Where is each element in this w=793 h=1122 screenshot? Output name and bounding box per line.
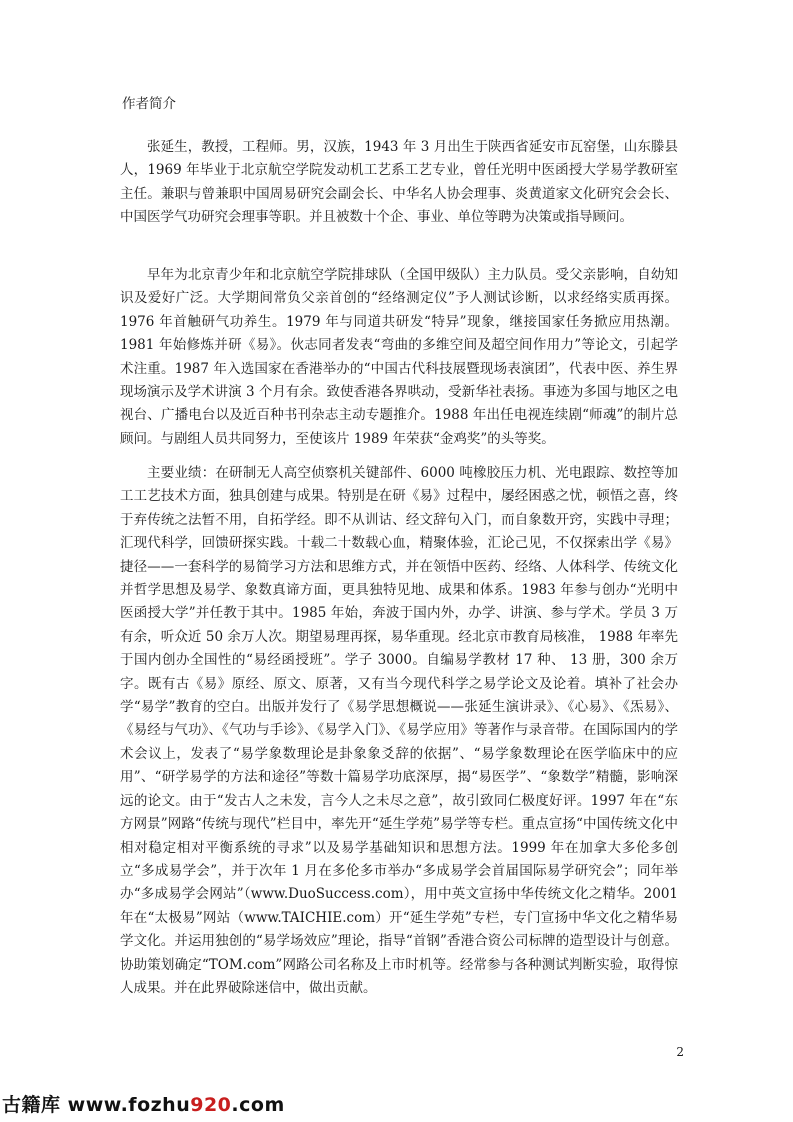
footer-watermark: [2, 1090, 285, 1117]
footer-url-suffix: .com: [231, 1094, 285, 1116]
footer-url-number: 920: [190, 1094, 232, 1116]
paragraph-biography: 张延生，教授，工程师。男，汉族，1943 年 3 月出生于陕西省延安市瓦窑堡，山东滕县人，1969 年毕业于北京航空学院发动机工艺系工艺专业，曾任光明中医函授大学易学教研室主任。兼职与曾兼职中国周易研究会副会长、中华名人协会理事、炎黄道家文化研究会会长、中国医学气功研究会理事等职。并且被数十个企、事业、单位等聘为决策或指导顾问。: [120, 139, 678, 226]
document-heading: 作者简介: [122, 96, 176, 112]
page-number: 2: [676, 1045, 684, 1059]
footer-url-prefix: www.fozhu: [67, 1094, 191, 1116]
footer-site-name: 古籍库: [2, 1094, 61, 1116]
paragraph-early-years: 早年为北京青少年和北京航空学院排球队（全国甲级队）主力队员。受父亲影响，自幼知识及爱好广泛。大学期间常负父亲首创的“经络测定仪”予人测试诊断，以求经络实质再探。1976 年首触研气功养生。1979 年与同道共研发“特异”现象，继接国家任务掀应用热潮。1981 年始修炼并研《易》。伙志同者发表“弯曲的多维空间及超空间作用力”等论文，引起学术注重。1987 年入选国家在香港举办的“中国古代科技展暨现场表演团”，代表中医、养生界现场演示及学术讲演 3 个月有余。致使香港各界哄动，受新华社表扬。事迹为多国与地区之电视台、广播电台以及近百种书刊杂志主动专题推介。1988 年出任电视连续剧“师魂”的制片总顾问。与剧组人员共同努力，至使该片 1989 年荣获“金鸡奖”的头等奖。: [120, 267, 678, 447]
paragraph-achievements: 主要业绩：在研制无人高空侦察机关键部件、6000 吨橡胶压力机、光电跟踪、数控等加工工艺技术方面，独具创建与成果。特别是在研《易》过程中，屡经困惑之忧，顿悟之喜，终于弃传统之法暂不用，自拓学经。即不从训诂、经文辞句入门，而自象数开窍，实践中寻理；汇现代科学，回馈研探实践。十载二十数载心血，精聚体验，汇论己见，不仅探索出学《易》捷径——一套科学的易简学习方法和思维方式，并在领悟中医药、经络、人体科学、传统文化并哲学思想及易学、象数真谛方面，更具独特见地、成果和体系。1983 年参与创办“光明中医函授大学”并任教于其中。1985 年始，奔波于国内外，办学、讲演、参与学术。学员 3 万有余，听众近 50 余万人次。期望易理再探，易华重现。经北京市教育局核准， 1988 年率先于国内创办全国性的“易经函授班”。学子 3000。自编易学教材 17 种、 13 册，300 余万字。既有古《易》原经、原文、原著，又有当今现代科学之易学论文及论着。填补了社会办学“易学”教育的空白。出版并发行了《易学思想概说——张延生演讲录》、《心易》、《炁易》、《易经与气功》、《气功与手诊》、《易学入门》、《易学应用》等著作与录音带。在国际国内的学术会议上，发表了“易学象数理论是卦象象爻辞的依据”、“易学象数理论在医学临床中的应用”、“研学易学的方法和途径”等数十篇易学功底深厚，揭“易医学”、“象数学”精髓，影响深远的论文。由于“发古人之未发，言今人之未尽之意”，故引致同仁极度好评。1997 年在“东方网景”网路“传统与现代”栏目中，率先开“延生学苑”易学等专栏。重点宣扬“中国传统文化中相对稳定相对平衡系统的寻求”以及易学基础知识和思想方法。1999 年在加拿大多伦多创立“多成易学会”，并于次年 1 月在多伦多市举办“多成易学会首届国际易学研究会”；同年举办“多成易学会网站”（www.DuoSuccess.com），用中英文宣扬中华传统文化之精华。2001 年在“太极易”网站（www.TAICHIE.com）开“延生学苑”专栏，专门宣扬中华文化之精华易学文化。并运用独创的“易学场效应”理论，指导“首钢”香港合资公司标牌的造型设计与创意。协助策划确定“TOM.com”网路公司名称及上市时机等。经常参与各种测试判断实验，取得惊人成果。并在此界破除迷信中，做出贡献。: [120, 465, 678, 996]
